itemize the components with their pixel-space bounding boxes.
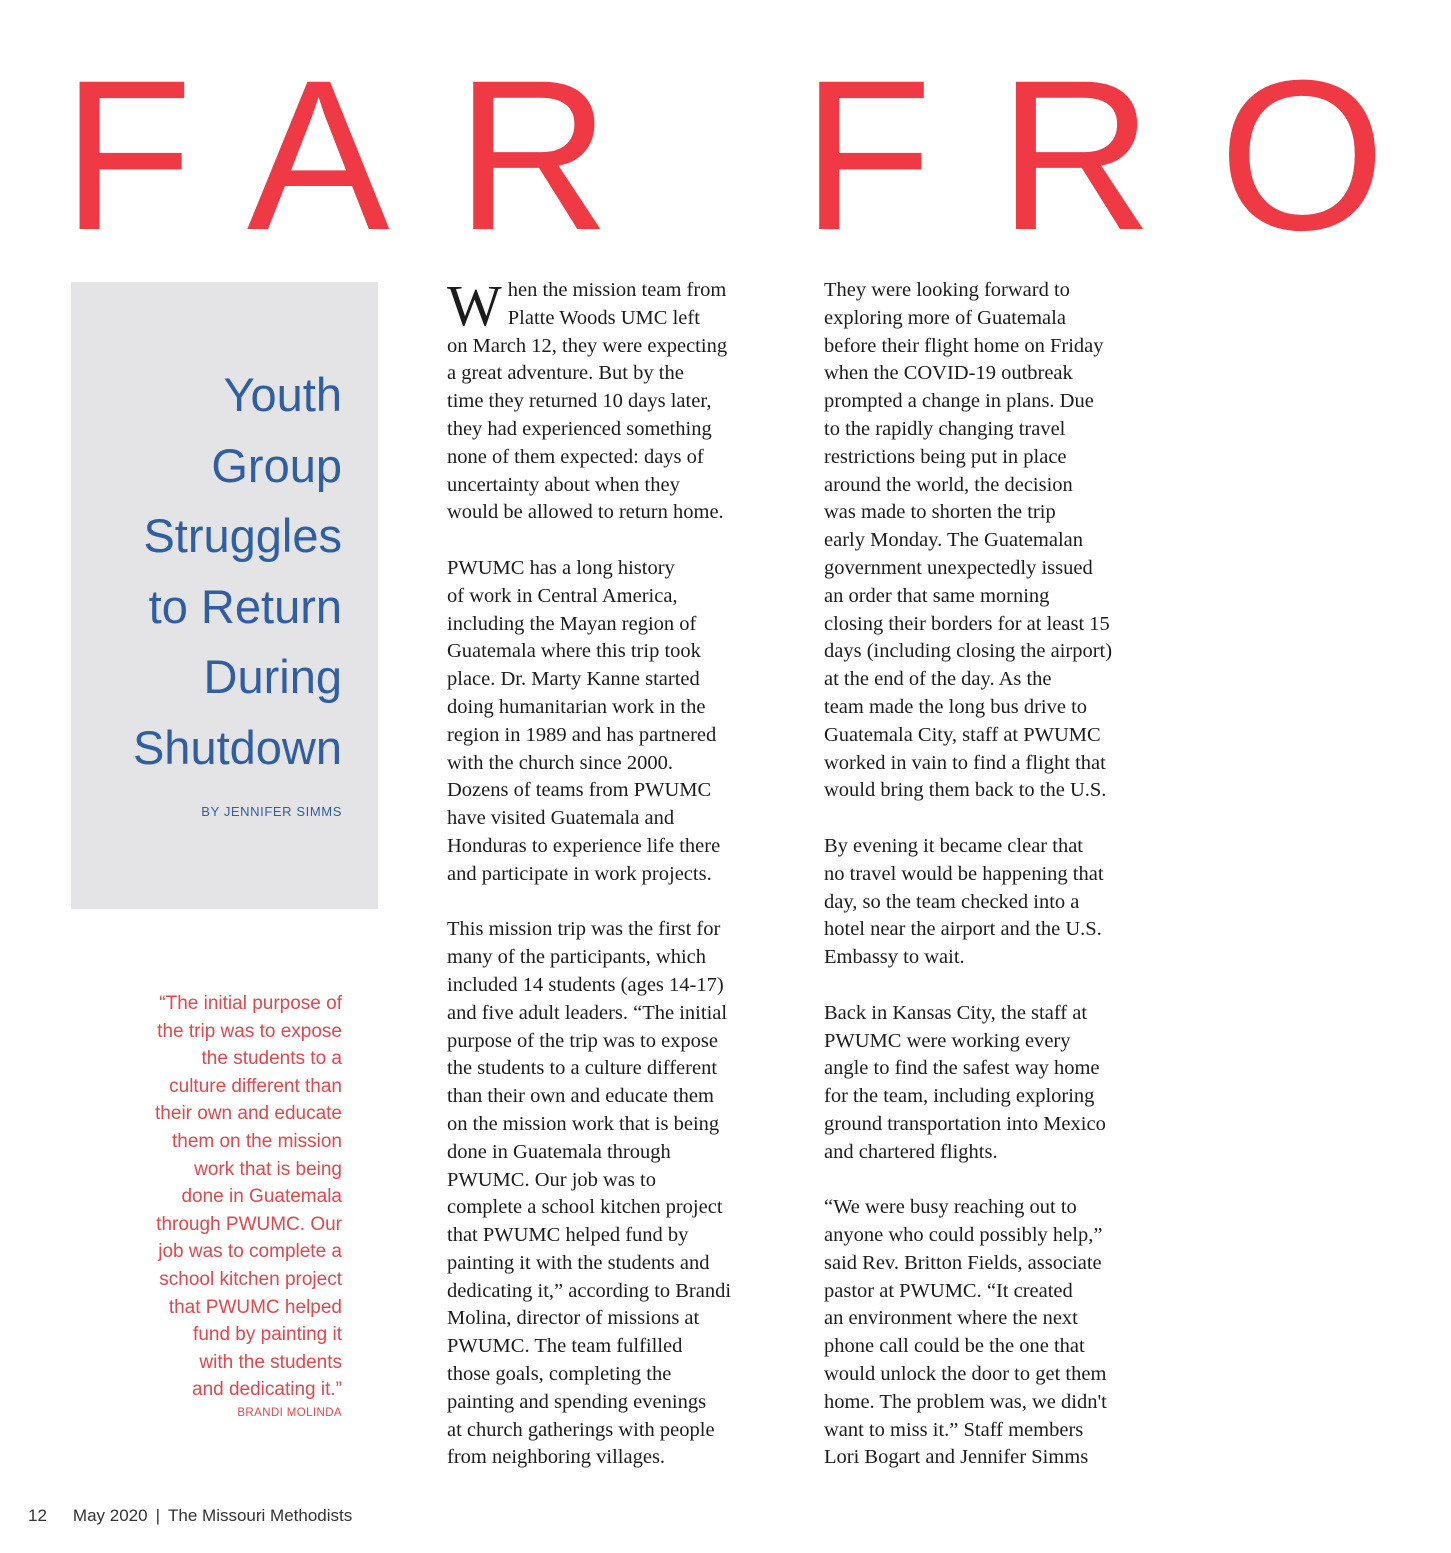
text-line: government unexpectedly issued bbox=[824, 556, 1093, 579]
article-paragraph bbox=[824, 277, 1136, 805]
issue-date: May 2020 bbox=[72, 1506, 148, 1525]
text-line: at the end of the day. As the bbox=[824, 668, 1052, 691]
article-paragraph bbox=[824, 833, 1136, 972]
text-line: and participate in work projects. bbox=[447, 862, 712, 885]
text-line: Honduras to experience life there bbox=[447, 834, 721, 857]
text-line: angle to find the safest way home bbox=[824, 1057, 1100, 1080]
text-line: before their flight home on Friday bbox=[824, 334, 1104, 357]
pull-quote bbox=[71, 990, 342, 1404]
text-line: when the COVID-19 outbreak bbox=[824, 362, 1073, 385]
text-line: “We were busy reaching out to bbox=[824, 1196, 1077, 1219]
pull-quote-line: done in Guatemala bbox=[181, 1186, 342, 1208]
text-line: PWUMC has a long history bbox=[447, 556, 675, 579]
text-line: time they returned 10 days later, bbox=[447, 390, 712, 413]
text-line: they had experienced something bbox=[447, 417, 712, 440]
text-line: on March 12, they were expecting bbox=[447, 334, 728, 357]
text-line: team made the long bus drive to bbox=[824, 695, 1088, 718]
pull-quote-line: them on the mission bbox=[171, 1130, 342, 1152]
text-line: Embassy to wait. bbox=[824, 946, 965, 969]
subtitle-line: to Return bbox=[148, 579, 342, 633]
subtitle-line: Shutdown bbox=[132, 720, 342, 774]
text-line: many of the participants, which bbox=[447, 946, 707, 969]
pull-quote-line: fund by painting it bbox=[193, 1324, 342, 1346]
text-line: PWUMC were working every bbox=[824, 1029, 1071, 1052]
text-line: days (including closing the airport) bbox=[824, 640, 1113, 663]
text-line: for the team, including exploring bbox=[824, 1085, 1095, 1108]
text-line: would be allowed to return home. bbox=[447, 501, 724, 524]
text-line: the students to a culture different bbox=[447, 1057, 718, 1080]
text-line: phone call could be the one that bbox=[824, 1335, 1085, 1358]
text-line: an order that same morning bbox=[824, 584, 1050, 607]
subtitle-line: Youth bbox=[223, 368, 342, 421]
article-paragraph bbox=[447, 273, 759, 527]
text-line: said Rev. Britton Fields, associate bbox=[824, 1251, 1102, 1274]
text-line: Dozens of teams from PWUMC bbox=[447, 779, 712, 802]
text-line: PWUMC. Our job was to bbox=[447, 1168, 656, 1191]
text-line: those goals, completing the bbox=[447, 1363, 672, 1386]
pull-quote-line: through PWUMC. Our bbox=[156, 1213, 342, 1235]
text-line: included 14 students (ages 14-17) bbox=[447, 973, 724, 996]
article-column-2 bbox=[824, 277, 1136, 1500]
pull-quote-line: that PWUMC helped bbox=[168, 1296, 342, 1318]
page-number: 12 bbox=[28, 1506, 47, 1525]
text-line: around the world, the decision bbox=[824, 473, 1073, 496]
text-line: restrictions being put in place bbox=[824, 445, 1067, 468]
drop-cap: W bbox=[447, 273, 502, 338]
text-line: with the church since 2000. bbox=[447, 751, 674, 774]
subtitle-line: During bbox=[203, 650, 342, 703]
text-line: This mission trip was the first for bbox=[447, 918, 721, 941]
pull-quote-line: work that is being bbox=[194, 1158, 342, 1180]
text-line: day, so the team checked into a bbox=[824, 890, 1080, 913]
pull-quote-line: and dedicating it.” bbox=[192, 1379, 342, 1401]
subtitle-line: Group bbox=[211, 438, 342, 492]
pull-quote-line: the trip was to expose bbox=[157, 1020, 342, 1042]
text-line: hotel near the airport and the U.S. bbox=[824, 918, 1102, 941]
page-footer bbox=[28, 1506, 352, 1526]
text-line: none of them expected: days of bbox=[447, 445, 704, 468]
text-line: early Monday. The Guatemalan bbox=[824, 529, 1084, 552]
text-line: painting and spending evenings bbox=[447, 1390, 707, 1413]
text-line: than their own and educate them bbox=[447, 1085, 714, 1108]
text-line: on the mission work that is being bbox=[447, 1112, 720, 1135]
pull-quote-line: school kitchen project bbox=[159, 1268, 342, 1290]
article-paragraph bbox=[447, 555, 759, 889]
pull-quote-attribution: BRANDI MOLINDA bbox=[237, 1407, 342, 1419]
text-line: have visited Guatemala and bbox=[447, 807, 675, 830]
text-line: exploring more of Guatemala bbox=[824, 306, 1066, 329]
text-line: home. The problem was, we didn't bbox=[824, 1390, 1107, 1413]
text-line: no travel would be happening that bbox=[824, 862, 1104, 885]
text-line: complete a school kitchen project bbox=[447, 1196, 723, 1219]
text-line: prompted a change in plans. Due bbox=[824, 390, 1094, 413]
text-line: ground transportation into Mexico bbox=[824, 1112, 1106, 1135]
text-line: that PWUMC helped fund by bbox=[447, 1224, 689, 1247]
text-line: anyone who could possibly help,” bbox=[824, 1224, 1103, 1247]
text-line: Guatemala where this trip took bbox=[447, 640, 701, 663]
text-line: done in Guatemala through bbox=[447, 1140, 671, 1163]
pull-quote-line: the students to a bbox=[201, 1048, 342, 1070]
text-line: pastor at PWUMC. “It created bbox=[824, 1279, 1073, 1302]
article-paragraph bbox=[824, 1194, 1136, 1472]
text-line: Platte Woods UMC left bbox=[507, 306, 700, 329]
pull-quote-line: “The initial purpose of bbox=[159, 993, 342, 1014]
text-line: Molina, director of missions at bbox=[447, 1307, 700, 1330]
text-line: a great adventure. But by the bbox=[447, 362, 684, 385]
pull-quote-line: job was to complete a bbox=[158, 1241, 342, 1263]
pull-quote-line: with the students bbox=[199, 1351, 342, 1373]
subtitle-line: Struggles bbox=[143, 509, 342, 562]
text-line: region in 1989 and has partnered bbox=[447, 723, 717, 746]
text-line: dedicating it,” according to Brandi bbox=[447, 1279, 732, 1302]
text-line: would bring them back to the U.S. bbox=[824, 779, 1107, 802]
text-line: at church gatherings with people bbox=[447, 1418, 715, 1441]
publication-name: The Missouri Methodists bbox=[168, 1506, 353, 1525]
text-line: Lori Bogart and Jennifer Simms bbox=[824, 1446, 1089, 1469]
article-subtitle bbox=[71, 360, 342, 783]
text-line: They were looking forward to bbox=[824, 279, 1070, 301]
text-line: want to miss it.” Staff members bbox=[824, 1418, 1084, 1441]
text-line: Guatemala City, staff at PWUMC bbox=[824, 723, 1101, 746]
text-line: was made to shorten the trip bbox=[824, 501, 1056, 524]
text-line: uncertainty about when they bbox=[447, 473, 680, 496]
text-line: to the rapidly changing travel bbox=[824, 417, 1066, 440]
byline: BY JENNIFER SIMMS bbox=[201, 804, 342, 819]
pull-quote-line: culture different than bbox=[169, 1075, 342, 1097]
article-paragraph bbox=[824, 1000, 1136, 1167]
text-line: would unlock the door to get them bbox=[824, 1363, 1107, 1386]
text-line: an environment where the next bbox=[824, 1307, 1078, 1330]
text-line: By evening it became clear that bbox=[824, 834, 1083, 857]
footer-separator: | bbox=[155, 1506, 161, 1525]
text-line: and chartered flights. bbox=[824, 1140, 998, 1163]
text-line: worked in vain to find a flight that bbox=[824, 751, 1106, 774]
text-line: place. Dr. Marty Kanne started bbox=[447, 668, 700, 691]
text-line: hen the mission team from bbox=[507, 279, 727, 301]
text-line: of work in Central America, bbox=[447, 584, 678, 607]
text-line: PWUMC. The team fulfilled bbox=[447, 1335, 683, 1358]
pull-quote-line: their own and educate bbox=[155, 1103, 342, 1125]
headline: FAR FRO bbox=[62, 36, 1451, 275]
text-line: doing humanitarian work in the bbox=[447, 695, 706, 718]
text-line: closing their borders for at least 15 bbox=[824, 612, 1110, 635]
text-line: painting it with the students and bbox=[447, 1251, 710, 1274]
text-line: including the Mayan region of bbox=[447, 612, 697, 635]
text-line: and five adult leaders. “The initial bbox=[447, 1001, 728, 1024]
article-column-1 bbox=[447, 273, 759, 1500]
text-line: purpose of the trip was to expose bbox=[447, 1029, 718, 1052]
text-line: from neighboring villages. bbox=[447, 1446, 666, 1469]
text-line: Back in Kansas City, the staff at bbox=[824, 1001, 1088, 1024]
article-paragraph bbox=[447, 916, 759, 1472]
